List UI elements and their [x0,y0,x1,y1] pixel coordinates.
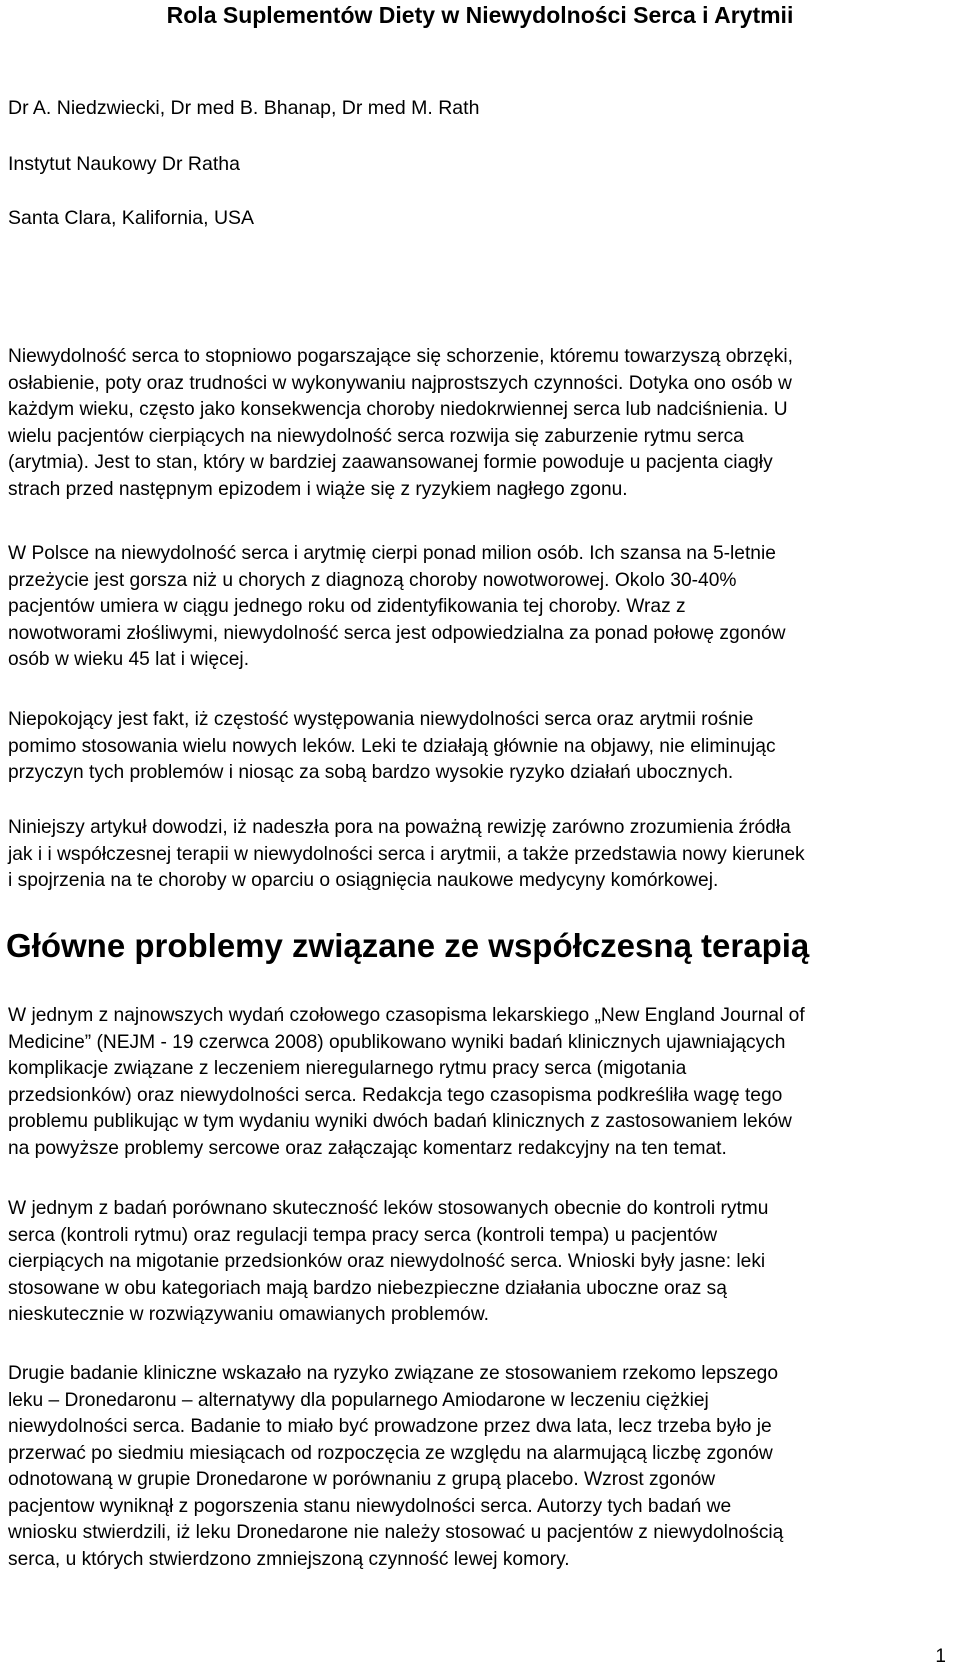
text-line: osłabienie, poty oraz trudności w wykonywaniu najprostszych czynności. Dotyka ono osób w [8,372,792,394]
text-line: strach przed następnym epizodem i wiąże się z ryzykiem nagłego zgonu. [8,478,628,500]
text-line: nieskutecznie w rozwiązywaniu omawianych problemów. [8,1304,489,1325]
authors-line: Dr A. Niedzwiecki, Dr med B. Bhanap, Dr med M. Rath [8,97,480,119]
text-line: cierpiących na migotanie przedsionków oraz niewydolność serca. Wnioski były jasne: leki [8,1251,766,1272]
paragraph-intro-4 [8,815,943,895]
paragraph-intro-1 [8,344,943,503]
text-line: W jednym z najnowszych wydań czołowego czasopisma lekarskiego „New England Journal of [8,1005,805,1026]
paragraph-section-2 [8,1196,943,1329]
text-line: W Polsce na niewydolność serca i arytmię cierpi ponad milion osób. Ich szansa na 5-letnie [8,543,776,564]
text-line: jak i i współczesnej terapii w niewydolności serca i arytmii, a także przedstawia nowy kierunek [8,843,805,865]
text-line: pacjentow wyniknął z pogorszenia stanu niewydolności serca. Autorzy tych badań we [8,1495,732,1517]
text-line: stosowane w obu kategoriach mają bardzo niebezpieczne działania uboczne oraz są [8,1277,727,1299]
document-title: Rola Suplementów Diety w Niewydolności Serca i Arytmii [166,2,794,28]
page-number: 1 [935,1646,946,1667]
paragraph-intro-2 [8,541,943,674]
text-line: Niepokojący jest fakt, iż częstość występowania niewydolności serca oraz arytmii rośnie [8,709,754,730]
text-line: Niewydolność serca to stopniowo pogarszające się schorzenie, któremu towarzyszą obrzęki, [8,346,793,367]
paragraph-intro-3 [8,707,943,787]
paragraph-section-3 [8,1361,943,1573]
text-line: nowotworami złośliwymi, niewydolność serca jest odpowiedzialna za ponad połowę zgonów [8,622,786,644]
text-line: odnotowaną w grupie Dronedarone w porównaniu z grupą placebo. Wzrost zgonów [8,1469,716,1490]
text-line: przeżycie jest gorsza niż u chorych z diagnozą choroby nowotworowej. Okolo 30-40% [8,569,737,591]
text-line: Niniejszy artykuł dowodzi, iż nadeszła pora na poważną rewizję zarówno zrozumienia źródła [8,817,791,838]
text-line: pacjentów umiera w ciągu jednego roku od zidentyfikowania tej choroby. Wraz z [8,596,686,617]
text-line: (arytmia). Jest to stan, który w bardziej zaawansowanej formie powoduje u pacjenta ciagły [8,452,773,473]
text-line: wniosku stwierdzili, iż leku Dronedarone nie należy stosować u pacjentów z niewydolnością [8,1522,784,1543]
text-line: niewydolności serca. Badanie to miało być prowadzone przez dwa lata, lecz trzeba było je [8,1416,772,1437]
section-heading: Główne problemy związane ze współczesną terapią [6,927,810,964]
text-line: serca, u których stwierdzono zmniejszoną czynność lewej komory. [8,1548,570,1570]
institute-line: Instytut Naukowy Dr Ratha [8,153,240,175]
text-line: leku – Dronedaronu – alternatywy dla popularnego Amiodarone w leczeniu ciężkiej [8,1389,709,1411]
text-line: serca (kontroli rytmu) oraz regulacji tempa pracy serca (kontroli tempa) u pacjentów [8,1224,718,1246]
text-line: pomimo stosowania wielu nowych leków. Leki te działają głównie na objawy, nie eliminując [8,735,776,757]
text-line: W jednym z badań porównano skuteczność leków stosowanych obecnie do kontroli rytmu [8,1198,769,1219]
text-line: każdym wieku, często jako konsekwencja choroby niedokrwiennej serca lub nadciśnienia. U [8,399,788,420]
text-line: przyczyn tych problemów i niosąc za sobą bardzo wysokie ryzyko działań ubocznych. [8,762,734,783]
text-line: Drugie badanie kliniczne wskazało na ryzyko związane ze stosowaniem rzekomo lepszego [8,1363,779,1384]
text-line: na powyższe problemy sercowe oraz załączając komentarz redakcyjny na ten temat. [8,1137,727,1159]
location-line: Santa Clara, Kalifornia, USA [8,207,255,229]
text-line: wielu pacjentów cierpiących na niewydolność serca rozwija się zaburzenie rytmu serca [8,425,744,447]
text-line: problemu publikując w tym wydaniu wyniki dwóch badań klinicznych z zastosowaniem leków [8,1111,792,1132]
text-line: osób w wieku 45 lat i więcej. [8,649,250,670]
text-line: i spojrzenia na te choroby w oparciu o osiągnięcia naukowe medycyny komórkowej. [8,870,719,891]
paragraph-section-1 [8,1003,943,1162]
text-line: przedsionków) oraz niewydolności serca. Redakcja tego czasopisma podkreśliła wagę tego [8,1084,783,1106]
text-line: przerwać po siedmiu miesiącach od rozpoczęcia ze względu na alarmującą liczbę zgonów [8,1442,773,1464]
text-line: Medicine” (NEJM - 19 czerwca 2008) opublikowano wyniki badań klinicznych ujawniających [8,1031,786,1053]
text-line: komplikacje związane z leczeniem nieregularnego rytmu pracy serca (migotania [8,1058,687,1079]
